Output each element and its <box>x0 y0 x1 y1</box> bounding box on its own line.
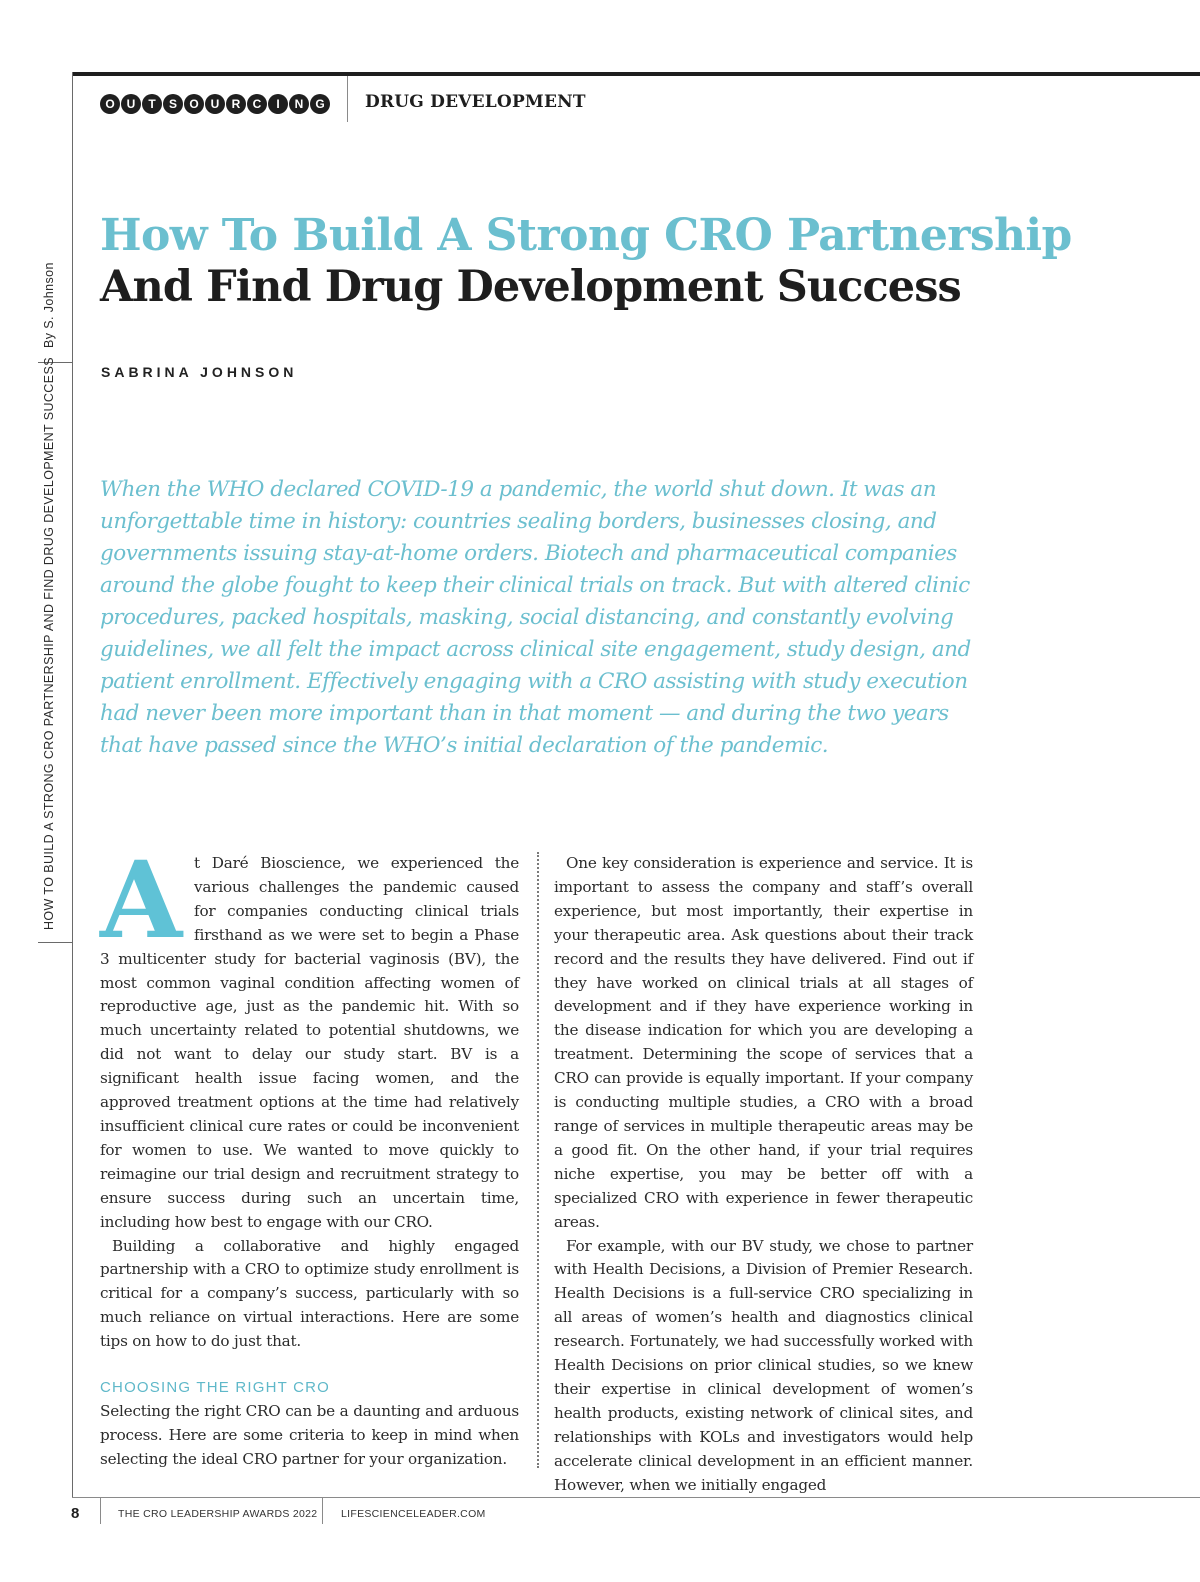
sidebar-divider-bottom <box>38 942 72 943</box>
footer-divider <box>100 1498 101 1524</box>
column-divider <box>537 852 539 1468</box>
sidebar-author: By S. Johnson <box>42 262 56 348</box>
outsourcing-letter: C <box>247 94 267 114</box>
article-title-line-1: How To Build A Strong CRO Partnership <box>100 210 1072 261</box>
drop-cap: A <box>100 837 183 962</box>
body-paragraph: For example, with our BV study, we chose to partner with Health Decisions, a Division of Premier Research. Health Decisions is a full-service CRO specializing in all areas of women’s health and diagnostics clinical research. Fortunately, we had successfully worked with Health Decisions on prior clinical studies, so we knew their expertise in clinical development of women’s health products, existing network of clinical sites, and relationships with KOLs and investigators would help accelerate clinical development in an efficient manner. However, when we initially engaged <box>554 1236 973 1494</box>
outsourcing-letter: T <box>142 94 162 114</box>
outsourcing-letter: U <box>205 94 225 114</box>
outsourcing-letter: N <box>289 94 309 114</box>
body-paragraph: One key consideration is experience and service. It is important to assess the company and staff’s overall experience, but most importantly, their expertise in your therapeutic area. Ask questions about their track record and the results they have delivered. Find out if they have worked on clinical trials at all stages of development and if they have experience working in the disease indication for which you are developing a treatment. Determining the scope of services that a CRO can provide is equally important. If your company is conducting multiple studies, a CRO with a broad range of services in multiple therapeutic areas may be a good fit. On the other hand, if your trial requires niche expertise, you may be better off with a specialized CRO with experience in fewer therapeutic areas. <box>554 854 973 1231</box>
outsourcing-letter: I <box>268 94 288 114</box>
outsourcing-letter: G <box>310 94 330 114</box>
footer-website: LIFESCIENCELEADER.COM <box>341 1508 486 1520</box>
lede-paragraph: When the WHO declared COVID-19 a pandemic, the world shut down. It was an unforgettable time in history: countries sealing borders, businesses closing, and governments issuing stay-at-home orders. Biotech and pharmaceutical companies around the globe fought to keep their clinical trials on track. But with altered clinic procedures, packed hospitals, masking, social distancing, and constantly evolving guidelines, we all felt the impact across clinical site engagement, study design, and patient enrollment. Effectively engaging with a CRO assisting with study execution had never been more important than in that moment — and during the two years that have passed since the WHO’s initial declaration of the pandemic. <box>100 477 971 758</box>
footer-publication: THE CRO LEADERSHIP AWARDS 2022 <box>118 1508 318 1520</box>
outsourcing-badge <box>100 92 330 116</box>
body-paragraph <box>100 837 519 1235</box>
outsourcing-letter: O <box>100 94 120 114</box>
section-label: DRUG DEVELOPMENT <box>365 92 586 112</box>
subhead: CHOOSING THE RIGHT CRO <box>100 1379 331 1397</box>
left-margin-rule <box>72 72 73 1498</box>
article-title-line-2: And Find Drug Development Success <box>100 262 961 312</box>
body-paragraph: Building a collaborative and highly engaged partnership with a CRO to optimize study enrollment is critical for a company’s success, particularly with so much reliance on virtual interactions. Here are some tips on how to do just that. <box>100 1236 519 1351</box>
sidebar-title: HOW TO BUILD A STRONG CRO PARTNERSHIP AND FIND DRUG DEVELOPMENT SUCCESS <box>42 357 56 930</box>
footer-divider <box>322 1498 323 1524</box>
header-divider <box>347 76 348 122</box>
outsourcing-letter: R <box>226 94 246 114</box>
body-paragraph: Selecting the right CRO can be a daunting and arduous process. Here are some criteria to keep in mind when selecting the ideal CRO partner for your organization. <box>100 1402 519 1468</box>
body-column-left <box>100 837 519 1472</box>
outsourcing-letter: O <box>184 94 204 114</box>
body-column-right <box>554 852 973 1497</box>
outsourcing-letter: S <box>163 94 183 114</box>
body-paragraph-text: t Daré Bioscience, we experienced the various challenges the pandemic caused for companies conducting clinical trials firsthand as we were set to begin a Phase 3 multicenter study for bacterial vaginosis (BV), the most common vaginal condition affecting women of reproductive age, just as the pandemic hit. With so much uncertainty related to potential shutdowns, we did not want to delay our study start. BV is a significant health issue facing women, and the approved treatment options at the time had relatively insufficient clinical cure rates or could be inconvenient for women to use. We wanted to move quickly to reimagine our trial design and recruitment strategy to ensure success during such an uncertain time, including how best to engage with our CRO. <box>100 854 519 1231</box>
page-number: 8 <box>71 1505 80 1522</box>
top-rule <box>72 72 1200 76</box>
outsourcing-letters <box>100 94 330 114</box>
outsourcing-letter: U <box>121 94 141 114</box>
byline: SABRINA JOHNSON <box>101 364 298 380</box>
